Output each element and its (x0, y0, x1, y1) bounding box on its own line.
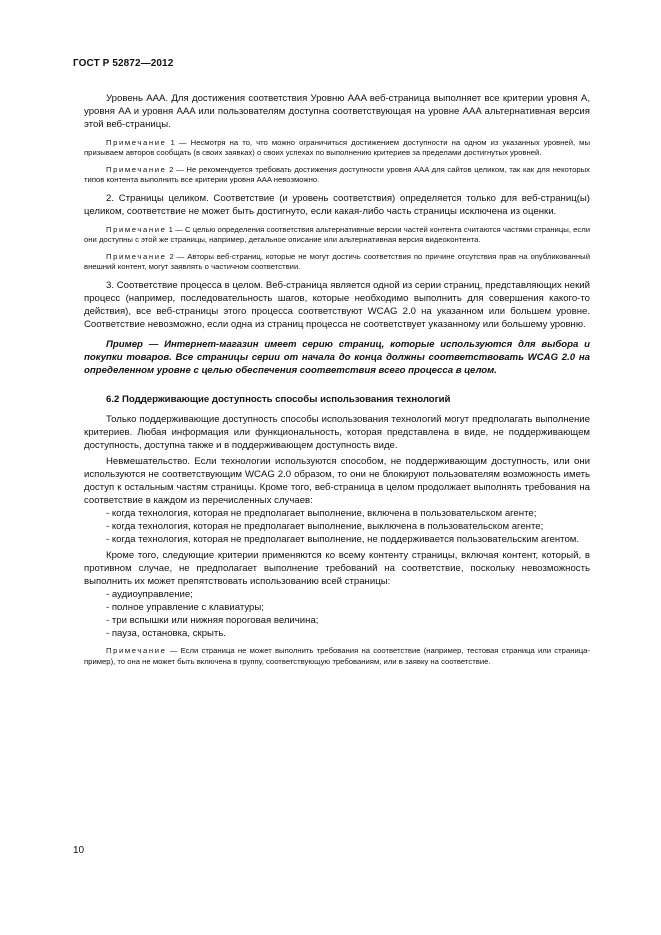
note-label: Примечание (106, 646, 167, 656)
document-header: ГОСТ Р 52872—2012 (73, 58, 174, 69)
paragraph-criteria: Кроме того, следующие критерии применяются ко всему контенту страницы, включая контент, который, в противном случае, не предполагает выполнение требований на соответствие, поскольку невозможность выполнить их может препятствовать использованию всей страницы: (84, 550, 590, 588)
note-aaa-2 (84, 165, 590, 186)
example-paragraph: Пример — Интернет-магазин имеет серию страниц, которые используются для выбора и покупки товаров. Все страницы серии от начала до конца должны соответствовать WCAG 2.0 на определенном уровне с целью обеспечения соответствия всего процесса в целом. (84, 339, 590, 377)
note-text: 1 — С целью определения соответствия альтернативные версии частей контента считаются частями страницы, если они доступны с этой же страницы, например, детальное описание или альтернативная версия видеоконтента. (84, 225, 590, 245)
page-content (84, 92, 590, 667)
list-item: - аудиоуправление; (106, 589, 193, 601)
list-item: - пауза, остановка, скрыть. (106, 628, 226, 640)
list-item: - полное управление с клавиатуры; (106, 602, 264, 614)
list-item: - три вспышки или нижняя пороговая величина; (106, 615, 319, 627)
note-label: Примечание (106, 138, 167, 147)
note-text: — Если страница не может выполнить требования на соответствие (например, тестовая страница или страница-пример), то она не может быть включена в группу, соответствующую требованиям, или в заявку на соответствие. (84, 646, 590, 666)
paragraph-level-aaa: Уровень AAA. Для достижения соответствия Уровню AAA веб-страница выполняет все критерии уровня A, уровня AA и уровня AAA или пользователям доступна соответствующая на уровне AAA альтернативная версия этой веб-страницы. (84, 93, 590, 130)
paragraph-complete-process: 3. Соответствие процесса в целом. Веб-страница является одной из серии страниц, представляющих некий процесс (например, последовательность шагов, которые необходимо выполнить для совершения какого-то действия), все веб-страницы этого процесса соответствуют WCAG 2.0 на указанном или большем уровне. Соответствие невозможно, если одна из страниц процесса не соответствует указанному или большему уровню. (84, 280, 590, 331)
criteria-list (84, 588, 590, 640)
list-item: - когда технология, которая не предполагает выполнение, выключена в пользовательском агенте; (106, 521, 544, 533)
list-item: - когда технология, которая не предполагает выполнение, не поддерживается пользовательским агентом. (106, 534, 580, 546)
note-label: Примечание (106, 225, 167, 235)
page-number: 10 (73, 845, 85, 856)
note-full-pages-2 (84, 252, 590, 273)
list-item: - когда технология, которая не предполагает выполнение, включена в пользовательском агенте; (106, 508, 537, 520)
cases-list (84, 507, 590, 546)
paragraph-full-pages: 2. Страницы целиком. Соответствие (и уровень соответствия) определяется только для веб-страниц(ы) целиком, соответствие не может быть достигнуто, если какая-либо часть страницы исключена из оценки. (84, 193, 590, 218)
note-text: 1 — Несмотря на то, что можно ограничиться достижением доступности на одном из указанных уровней, мы призываем авторов сообщать (в своих заявках) о своих успехах по выполнению критериев за пределами достигнутых уровней. (84, 138, 590, 158)
note-final (84, 646, 590, 667)
note-label: Примечание (106, 251, 167, 261)
paragraph-non-interference: Невмешательство. Если технологии используются способом, не поддерживающим доступность, или они используются не соответствующим WCAG 2.0 образом, то они не блокируют пользователям возможность иметь доступ к остальным частям страницы. Кроме того, веб-страница в целом продолжает выполнять требования на соответствие в каждом из перечисленных случаев: (84, 456, 590, 507)
section-heading: 6.2 Поддерживающие доступность способы использования технологий (106, 394, 451, 406)
note-label: Примечание (106, 164, 167, 174)
note-text: 2 — Авторы веб-страниц, которые не могут достичь соответствия по причине отсутствия прав на опубликованный внешний контент, могут заявлять о частичном соответствии. (84, 251, 590, 272)
note-aaa-1 (84, 138, 590, 159)
note-full-pages-1 (84, 225, 590, 246)
paragraph-supporting: Только поддерживающие доступность способы использования технологий могут предполагать выполнение критериев. Любая информация или функциональность, которая представлена в виде, не поддерживающем доступность, доступна также и в поддерживающем доступность виде. (84, 414, 590, 452)
note-text: 2 — Не рекомендуется требовать достижения доступности уровня AAA для сайтов целиком, так как для некоторых типов контента выполнить все критерии уровня AAA невозможно. (84, 164, 590, 184)
